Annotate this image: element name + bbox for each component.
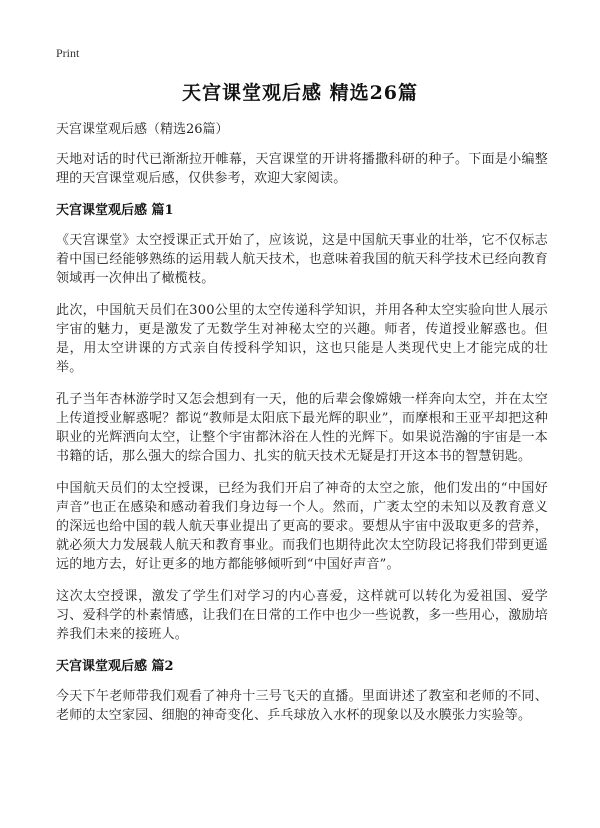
paragraph: 孔子当年杏林游学时又怎会想到有一天，他的后辈会像嫦娥一样奔向太空，并在太空上传道授业解惑呢？都说“教师是太阳底下最光辉的职业”，而摩根和王亚平却把这种职业的光辉洒向太空，让整个宇宙都沐浴在人性的光辉下。如果说浩瀚的宇宙是一本书籍的话，那么强大的综合国力、扎实的航天技术无疑是打开这本书的智慧钥匙。 (56, 392, 548, 464)
article-body (56, 120, 548, 738)
section-1 (56, 201, 548, 644)
page-title: 天宫课堂观后感 精选26篇 (181, 82, 419, 104)
paragraph: 中国航天员们的太空授课，已经为我们开启了神奇的太空之旅，他们发出的“中国好声音”也正在感染和感动着我们身边每一个人。然而，广袤太空的未知以及教育意义的深远也给中国的载人航天事业提出了更高的要求。要想从宇宙中汲取更多的营养，就必须大力发展载人航天和教育事业。而我们也期待此次太空防段记将我们带到更遥远的地方去，好让更多的地方都能够倾听到“中国好声音”。 (56, 481, 548, 572)
intro-paragraph: 天地对话的时代已渐渐拉开帷幕，天宫课堂的开讲将播撒科研的种子。下面是小编整理的天宫课堂观后感，仅供参考，欢迎大家阅读。 (56, 152, 548, 186)
paragraph: 《天宫课堂》太空授课正式开始了，应该说，这是中国航天事业的壮举，它不仅标志着中国已经能够熟练的运用载人航天技术，也意味着我国的航天科学技术已经向教育领域再一次伸出了橄榄枝。 (56, 233, 548, 286)
section-heading: 天宫课堂观后感 篇2 (56, 659, 174, 674)
section-2 (56, 657, 548, 725)
section-heading: 天宫课堂观后感 篇1 (56, 203, 174, 218)
paragraph: 这次太空授课，激发了学生们对学习的内心喜爱，这样就可以转化为爱祖国、爱学习、爱科学的朴素情感，让我们在日常的工作中也少一些说教，多一些用心，激励培养我们未来的接班人。 (56, 589, 548, 642)
article-subtitle: 天宫课堂观后感（精选26篇） (56, 122, 229, 137)
paragraph: 今天下午老师带我们观看了神舟十三号飞天的直播。里面讲述了教室和老师的不同、老师的太空家园、细胞的神奇变化、乒乓球放入水杯的现象以及水膜张力实验等。 (56, 689, 548, 723)
paragraph: 此次，中国航天员们在300公里的太空传递科学知识，并用各种太空实验向世人展示宇宙的魅力，更是激发了无数学生对神秘太空的兴趣。师者，传道授业解惑也。但是，用太空讲课的方式亲自传授科学知识，这也只能是人类现代史上才能完成的壮举。 (56, 303, 548, 375)
print-link[interactable]: Print (56, 46, 80, 60)
